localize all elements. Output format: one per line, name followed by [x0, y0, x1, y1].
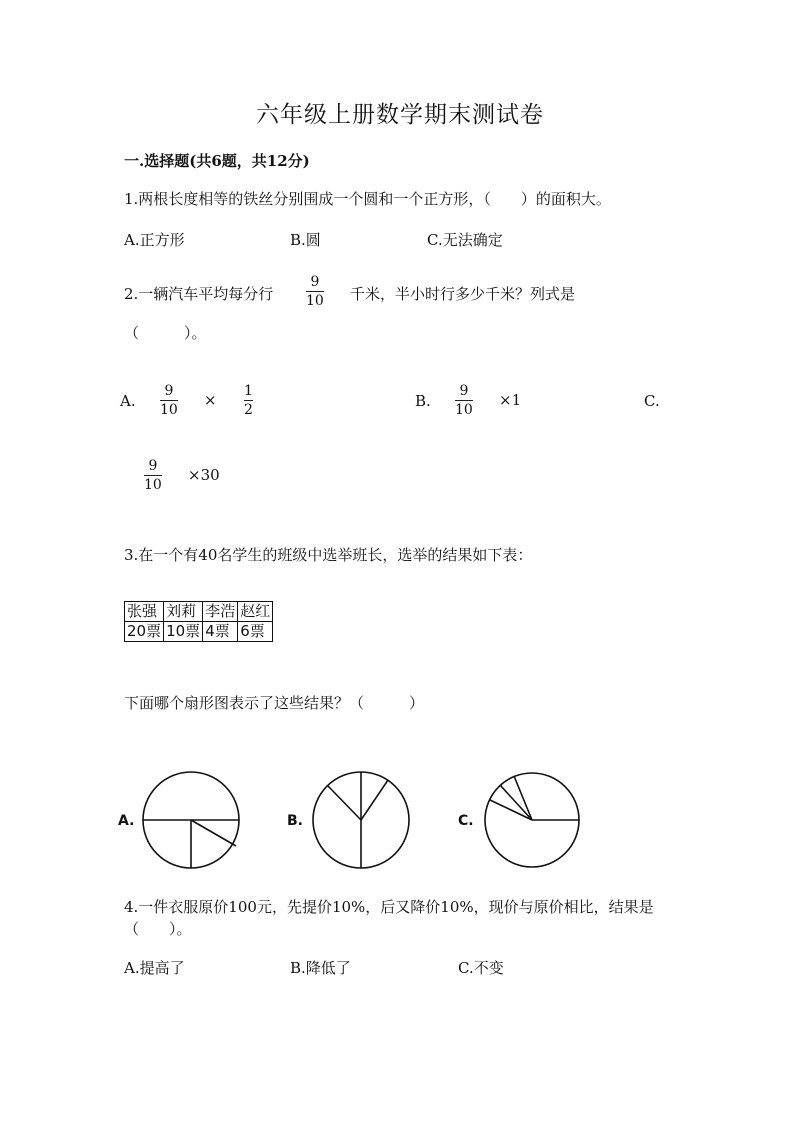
- fraction-denominator: 10: [455, 402, 473, 418]
- question-3-question: 下面哪个扇形图表示了这些结果？（ ）: [124, 694, 425, 712]
- pie-chart-c[interactable]: [482, 770, 582, 870]
- pie-option-c-label[interactable]: C.: [458, 813, 474, 829]
- table-cell: 刘莉: [164, 602, 203, 622]
- section-heading: 一.选择题(共6题，共12分): [124, 152, 310, 170]
- fraction-numerator: 9: [310, 274, 320, 290]
- question-4-option-a[interactable]: A.提高了: [124, 959, 185, 977]
- question-2-option-a-label[interactable]: A.: [120, 392, 136, 410]
- question-2-stem-cont: 千米，半小时行多少千米？列式是: [350, 285, 576, 303]
- table-cell: 李浩: [203, 602, 238, 622]
- fraction-denominator: 2: [244, 402, 253, 418]
- fraction-denominator: 10: [306, 293, 324, 309]
- question-2-option-b-label[interactable]: B.: [415, 392, 431, 410]
- table-row: [125, 602, 273, 622]
- table-cell: 20票: [125, 622, 164, 642]
- question-1-option-b[interactable]: B.圆: [290, 231, 321, 249]
- question-2-fraction: [306, 274, 324, 309]
- option-a-fraction-2: [244, 383, 253, 418]
- question-2-stem-line2: （ ）。: [124, 324, 207, 342]
- pie-chart-a[interactable]: [138, 770, 244, 872]
- table-cell: 6票: [238, 622, 273, 642]
- pie-chart-b[interactable]: [310, 768, 412, 872]
- pie-divider: [361, 780, 388, 820]
- table-row: [125, 622, 273, 642]
- pie-option-b-label[interactable]: B.: [287, 813, 303, 829]
- fraction-numerator: 1: [244, 383, 253, 399]
- option-b-expression: ×1: [499, 391, 522, 409]
- question-4-option-b[interactable]: B.降低了: [290, 959, 351, 977]
- table-cell: 10票: [164, 622, 203, 642]
- fraction-numerator: 9: [459, 383, 469, 399]
- option-c-fraction: [144, 458, 162, 493]
- table-cell: 赵红: [238, 602, 273, 622]
- multiply-sign: ×: [204, 391, 217, 409]
- question-4-stem: 4.一件衣服原价100元，先提价10%，后又降价10%，现价与原价相比，结果是: [124, 898, 654, 916]
- question-3-stem: 3.在一个有40名学生的班级中选举班长，选举的结果如下表：: [124, 546, 533, 564]
- question-4-option-c[interactable]: C.不变: [458, 959, 504, 977]
- question-1-stem: 1.两根长度相等的铁丝分别围成一个圆和一个正方形，（ ）的面积大。: [124, 190, 611, 208]
- question-1-option-c[interactable]: C.无法确定: [427, 231, 503, 249]
- vote-table: [124, 601, 273, 642]
- question-4-stem-line2: （ ）。: [124, 920, 192, 938]
- pie-divider: [191, 820, 236, 846]
- fraction-numerator: 9: [148, 458, 158, 474]
- fraction-numerator: 9: [164, 383, 174, 399]
- question-1-option-a[interactable]: A.正方形: [124, 231, 185, 249]
- table-cell: 4票: [203, 622, 238, 642]
- option-b-fraction: [455, 383, 473, 418]
- table-cell: 张强: [125, 602, 164, 622]
- option-c-expression: ×30: [188, 466, 220, 484]
- fraction-denominator: 10: [144, 477, 162, 493]
- fraction-denominator: 10: [160, 402, 178, 418]
- pie-divider: [328, 786, 361, 820]
- question-2-option-c-label[interactable]: C.: [644, 392, 660, 410]
- question-2-stem: 2.一辆汽车平均每分行: [124, 285, 274, 303]
- option-a-fraction-1: [160, 383, 178, 418]
- page-title: 六年级上册数学期末测试卷: [256, 102, 544, 128]
- pie-option-a-label[interactable]: A.: [118, 813, 135, 829]
- pie-divider: [500, 785, 532, 820]
